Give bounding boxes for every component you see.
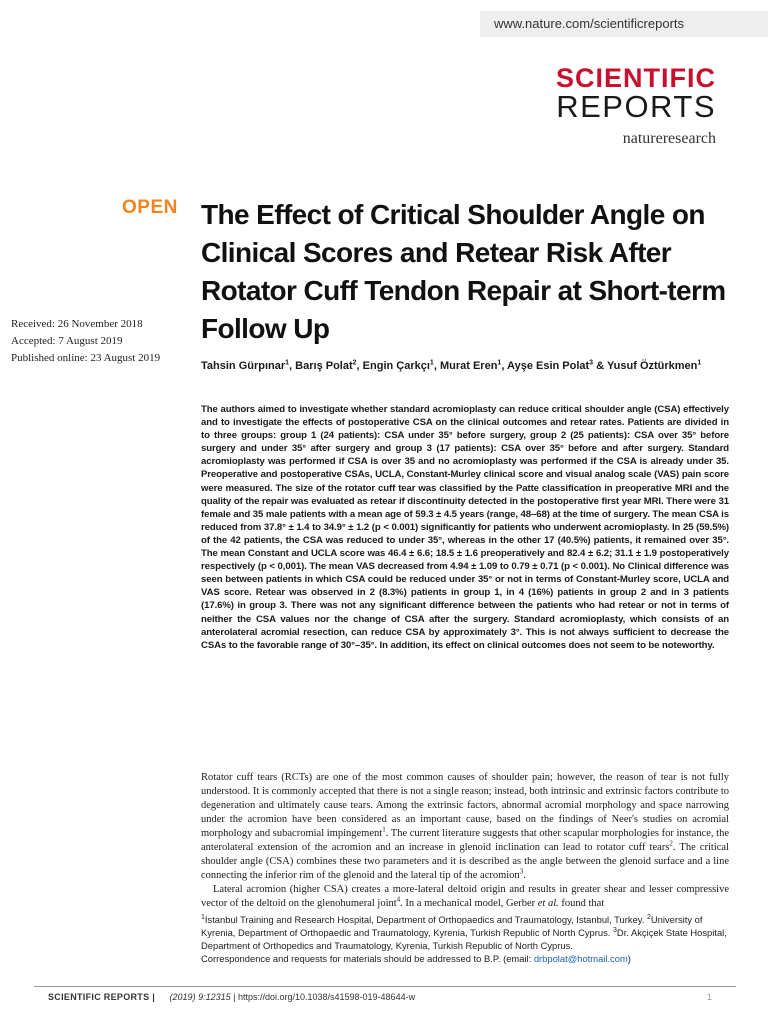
author[interactable]: Engin Çarkçı — [362, 360, 430, 372]
affiliation-notes: $^1$Istanbul Training and Research Hospital, Department of Orthopaedics and Traumatology, Istanbul, Turkey. $^2$University of Kyrenia, Department of Orthopaedic and Traumatology, Kyrenia, Turkish Republic of North Cyprus. $^3$Dr. Akçiçek State Hospital, Department of Orthopedics and Traumatology, Kyrenia, Turkish Republic of North Cyprus. — [201, 913, 727, 951]
publisher-name: natureresearch — [622, 130, 716, 147]
abstract: The authors aimed to investigate whether standard acromioplasty can reduce critical shoulder angle (CSA) effectively and to investigate the effects of postoperative CSA on the clinical outcomes and retear rates. Patients are divided in to three groups: group 1 (24 patients): CSA under 35° before surgery, group 2 (25 patients): CSA over 35° before surgery and under 35° after surgery and group 3 (17 patients): CSA over 35° before and after surgery. Standard acromioplasty was performed if CSA is over 35 and no acromioplasty was performed if the CSA is already under 35. Preoperative and postoperative CSAs, UCLA, Constant-Murley clinical score and visual analog scale (VAS) pain score were measured. The size of the rotator cuff tear was classified by the Patte classification in preoperative MRI and the quality of the repair was evaluated as retear if discontinuity detected in the postoperative first year MRI. There were 31 female and 35 male patients with a mean age of 59.3 ± 4.5 years (range, 48–68) at the time of surgery. The mean CSA is reduced from 37.8° ± 1.4 to 34.9° ± 1.2 (p < 0.001) significantly for patients who underwent acromioplasty. In 25 (59.5%) of the 42 patients, the CSA was reduced to under 35°, whereas in the other 17 (40.5%) patients, it remained over 35°. The mean Constant and UCLA score was 46.4 ± 6.6; 18.5 ± 1.6 preoperatively and 82.4 ± 6.2; 31.1 ± 1.9 postoperatively respectively (p < 0,001). The mean VAS decreased from 4.94 ± 1.09 to 0.79 ± 0.71 (p < 0.001). No Clinical difference was seen between patients in which CSA could be reduced under 35° or not in terms of Constant-Murley score, UCLA and VAS score. Retear was observed in 2 (8.3%) patients in group 1, in 4 (16%) patients in group 2 and in 3 patients (17.6%) in group 3. There was not any significant difference between the patients who had retear or not in terms of neither the CSA values nor the change of CSA after the surgery. Standard acromioplasty, which consists of an anterolateral acromial resection, can reduce CSA by approximately 3°. This is not always sufficient to decrease the CSAs to the favorable range of 30°–35°. In addition, its effect on clinical outcomes does not seem to be noteworthy. — [201, 404, 729, 651]
journal-logo — [556, 64, 716, 148]
doi-link[interactable]: | https://doi.org/10.1038/s41598-019-48644-w — [230, 992, 416, 1002]
author[interactable]: Yusuf Öztürkmen — [606, 360, 698, 372]
author[interactable]: Murat Eren — [439, 360, 498, 372]
correspondence-note: Correspondence and requests for materials should be addressed to B.P. (email: drbpolat@hotmail.com) — [201, 953, 631, 964]
citation-link[interactable]: 4 — [396, 895, 401, 904]
affiliations — [201, 913, 731, 965]
received-date: Received: 26 November 2018 — [11, 318, 143, 330]
footer-divider — [34, 986, 736, 987]
article-dates — [11, 316, 160, 367]
journal-url[interactable]: www.nature.com/scientificreports — [480, 11, 768, 37]
published-date: Published online: 23 August 2019 — [11, 352, 161, 364]
author[interactable]: Barış Polat — [295, 360, 353, 372]
footer-journal-name: SCIENTIFIC REPORTS | — [48, 992, 156, 1002]
author-list: Tahsin Gürpınar$^1$, Barış Polat$^2$, Engin Çarkçı$^1$, Murat Eren$^1$, Ayşe Esin Polat$^3$ & Yusuf Öztürkmen$^1$ — [201, 359, 702, 372]
citation-link[interactable]: 3 — [519, 867, 524, 876]
page-number: 1 — [706, 992, 712, 1002]
citation-link[interactable]: 1 — [382, 825, 386, 834]
accepted-date: Accepted: 7 August 2019 — [11, 335, 123, 347]
body-paragraph: Rotator cuff tears (RCTs) are one of the most common causes of shoulder pain; however, the reason of tear is not fully understood. It is commonly accepted that there is not a single reason; instead, both intrinsic and extrinsic factors contribute to degeneration and ultimately cause tears. Among the extrinsic factors, abnormal acromial morphology and space narrowing under the acromion have been considered as an important cause, based on the findings of Neer's studies on acromial morphology and subacromial impingement$^1$. The current literature suggests that other scapular morphologies for instance, the anterolateral extension of the acromion and an increase in glenoid inclination can lead to rotator cuff tears$^2$. The critical shoulder angle (CSA) combines these two parameters and it is described as the angle between the glenoid surface and a line connecting the inferior rim of the glenoid and the lateral tip of the acromion$^3$. — [201, 772, 730, 881]
body-paragraph: Lateral acromion (higher CSA) creates a more-lateral deltoid origin and results in greater shear and lesser compressive vector of the deltoid on the glenohumeral joint$^4$. In a mechanical model, Gerber et al. found that — [201, 884, 729, 909]
open-access-badge: OPEN — [122, 197, 178, 218]
footer-citation: (2019) 9:12315 | https://doi.org/10.1038/s41598-019-48644-w — [169, 992, 416, 1002]
article-body — [201, 771, 729, 911]
article-title: The Effect of Critical Shoulder Angle on Clinical Scores and Retear Risk After Rotator Cuff Tendon Repair at Short-term Follow Up — [201, 199, 726, 344]
author[interactable]: Tahsin Gürpınar — [201, 360, 286, 372]
logo-reports: REPORTS — [556, 89, 716, 124]
logo-scientific: SCIENTIFIC — [555, 63, 716, 93]
author[interactable]: Ayşe Esin Polat — [507, 360, 590, 372]
page-footer — [48, 992, 728, 1002]
correspondence-email-link[interactable]: drbpolat@hotmail.com — [533, 953, 628, 964]
citation-link[interactable]: 2 — [669, 839, 673, 848]
